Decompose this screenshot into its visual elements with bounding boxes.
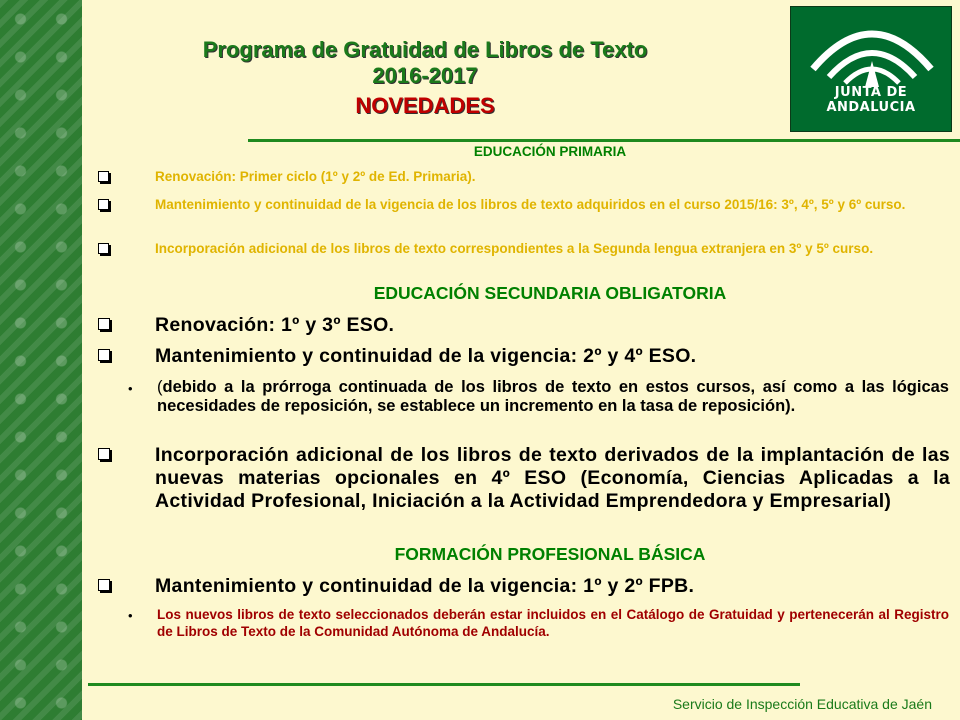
bullet-dot-icon: • bbox=[128, 608, 133, 623]
junta-de-andalucia-logo bbox=[790, 6, 952, 132]
list-item bbox=[98, 196, 950, 230]
footer-text: Servicio de Inspección Educativa de Jaén bbox=[672, 696, 932, 712]
section-heading-fpb: FORMACIÓN PROFESIONAL BÁSICA bbox=[394, 544, 706, 564]
primaria-item-text: Incorporación adicional de los libros de texto correspondientes a la Segunda lengua extranjera en 3º y 5º curso. bbox=[155, 241, 874, 256]
eso-item-text: Incorporación adicional de los libros de texto derivados de la implantación de las nuevas materias opcionales en 4º ESO (Economía, Ciencias Aplicadas a la Actividad Profesional, Iniciación a la Actividad Emprendedora y Empresarial) bbox=[155, 444, 950, 512]
section-heading-eso: EDUCACIÓN SECUNDARIA OBLIGATORIA bbox=[373, 283, 727, 303]
checkbox-bullet-icon bbox=[98, 171, 109, 182]
section-heading-primaria: EDUCACIÓN PRIMARIA bbox=[473, 144, 627, 159]
bullet-dot-icon: • bbox=[128, 381, 133, 396]
fpb-item-text: Mantenimiento y continuidad de la vigencia: 1º y 2º FPB. bbox=[155, 575, 695, 597]
subnote-text: debido a la prórroga continuada de los libros de texto en estos cursos, así como a las lógicas necesidades de reposición, se establece un incremento en la tasa de reposición). bbox=[157, 378, 949, 415]
eso-item-text: Mantenimiento y continuidad de la vigencia: 2º y 4º ESO. bbox=[155, 345, 697, 367]
page-title-year: 2016-2017 bbox=[372, 63, 478, 88]
checkbox-bullet-icon bbox=[98, 349, 110, 361]
list-item bbox=[98, 444, 950, 540]
checkbox-bullet-icon bbox=[98, 243, 109, 254]
logo-text: JUNTA DE ANDALUCIA bbox=[826, 85, 916, 115]
decorative-sidebar bbox=[0, 0, 82, 720]
fpb-subnote: Los nuevos libros de texto seleccionados deberán estar incluidos en el Catálogo de Gratuidad y pertenecerán al Registro de Libros de Texto de la Comunidad Autónoma de Andalucía. bbox=[157, 607, 949, 639]
list-item bbox=[98, 168, 950, 188]
checkbox-bullet-icon bbox=[98, 579, 110, 591]
footer-divider bbox=[88, 683, 800, 686]
header-divider bbox=[248, 139, 960, 142]
list-item bbox=[98, 240, 950, 274]
checkbox-bullet-icon bbox=[98, 448, 110, 460]
eso-subnote bbox=[157, 378, 949, 438]
checkbox-bullet-icon bbox=[98, 199, 109, 210]
list-item bbox=[98, 314, 950, 340]
list-item bbox=[98, 345, 950, 371]
primaria-item-text: Renovación: Primer ciclo (1º y 2º de Ed. Primaria). bbox=[155, 169, 476, 184]
subnote-open-paren: ( bbox=[157, 378, 163, 396]
primaria-item-text: Mantenimiento y continuidad de la vigencia de los libros de texto adquiridos en el curso 2015/16: 3º, 4º, 5º y 6º curso. bbox=[155, 197, 906, 212]
list-item bbox=[98, 575, 950, 601]
page-title: Programa de Gratuidad de Libros de Texto bbox=[202, 37, 648, 62]
checkbox-bullet-icon bbox=[98, 318, 110, 330]
eso-item-text: Renovación: 1º y 3º ESO. bbox=[155, 314, 395, 336]
page-title-novedades: NOVEDADES bbox=[355, 93, 495, 118]
